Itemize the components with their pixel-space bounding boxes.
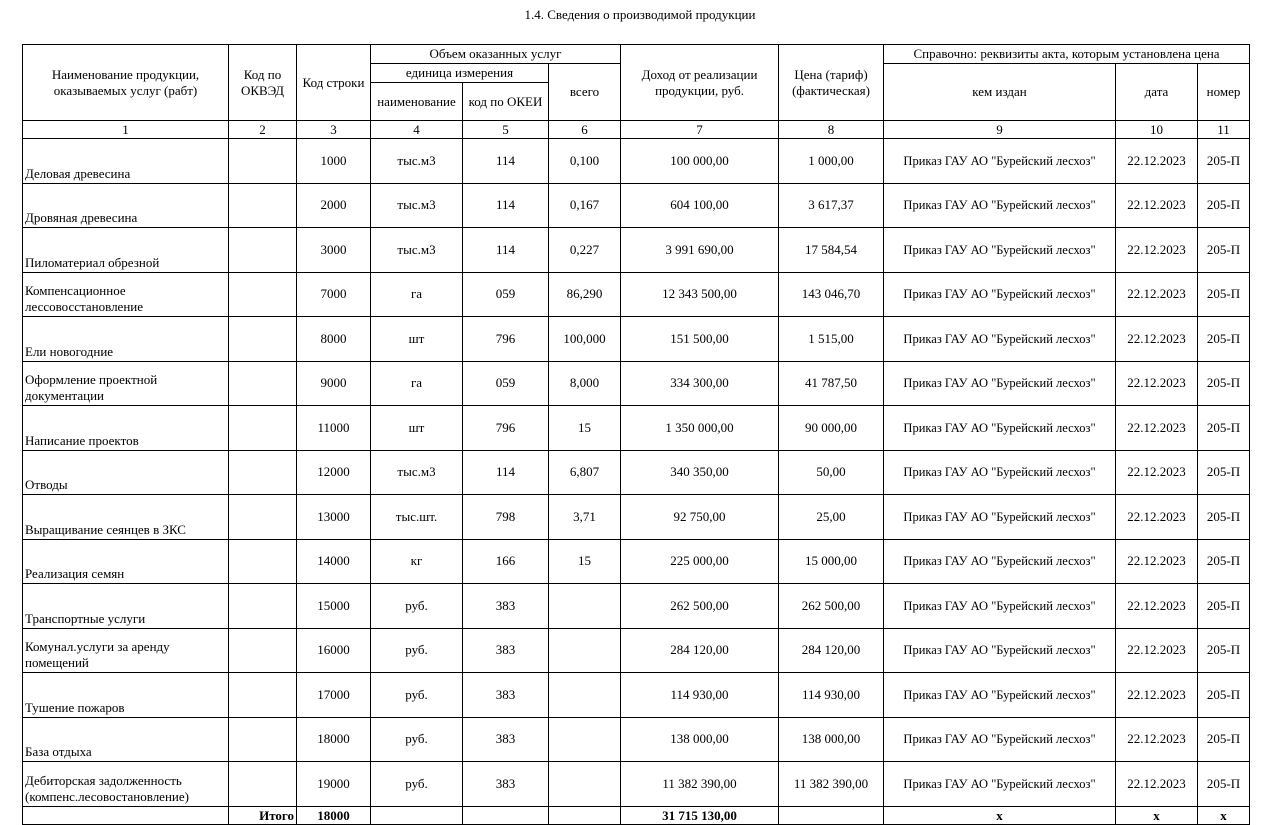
okei-code-cell: 114 [463, 228, 549, 273]
table-row [23, 361, 1250, 406]
number-cell: 205-П [1198, 673, 1250, 718]
header-total: всего [549, 64, 621, 121]
unit-name-cell: га [371, 272, 463, 317]
column-number: 7 [621, 121, 779, 139]
issued-by-cell: Приказ ГАУ АО "Бурейский лесхоз" [884, 317, 1116, 362]
header-row-code: Код строки [297, 45, 371, 121]
date-cell: 22.12.2023 [1116, 272, 1198, 317]
income-cell: 225 000,00 [621, 539, 779, 584]
date-cell: 22.12.2023 [1116, 450, 1198, 495]
number-cell: 205-П [1198, 539, 1250, 584]
okved-cell [229, 406, 297, 451]
table-row [23, 628, 1250, 673]
table-row [23, 228, 1250, 273]
column-number: 3 [297, 121, 371, 139]
row-code-cell: 15000 [297, 584, 371, 629]
income-cell: 284 120,00 [621, 628, 779, 673]
volume-total-cell [549, 762, 621, 807]
header-issued-by: кем издан [884, 64, 1116, 121]
volume-total-cell: 6,807 [549, 450, 621, 495]
row-code-cell: 7000 [297, 272, 371, 317]
column-number: 1 [23, 121, 229, 139]
income-cell: 1 350 000,00 [621, 406, 779, 451]
number-cell: 205-П [1198, 317, 1250, 362]
price-cell: 1 000,00 [779, 139, 884, 184]
page-title: 1.4. Сведения о производимой продукции [524, 7, 756, 22]
date-cell: 22.12.2023 [1116, 183, 1198, 228]
okved-cell [229, 450, 297, 495]
number-cell: 205-П [1198, 450, 1250, 495]
income-cell: 604 100,00 [621, 183, 779, 228]
income-cell: 340 350,00 [621, 450, 779, 495]
price-cell: 41 787,50 [779, 361, 884, 406]
number-cell: 205-П [1198, 717, 1250, 762]
number-cell: 205-П [1198, 361, 1250, 406]
unit-name-cell: кг [371, 539, 463, 584]
unit-name-cell: тыс.м3 [371, 183, 463, 228]
date-cell: 22.12.2023 [1116, 673, 1198, 718]
date-cell: 22.12.2023 [1116, 628, 1198, 673]
price-cell: 3 617,37 [779, 183, 884, 228]
issued-by-cell: Приказ ГАУ АО "Бурейский лесхоз" [884, 539, 1116, 584]
volume-total-cell [549, 673, 621, 718]
price-cell: 17 584,54 [779, 228, 884, 273]
okved-cell [229, 361, 297, 406]
number-cell: 205-П [1198, 228, 1250, 273]
volume-total-cell: 3,71 [549, 495, 621, 540]
total-empty-cell [371, 806, 463, 824]
table-row [23, 183, 1250, 228]
number-cell: 205-П [1198, 762, 1250, 807]
unit-name-cell: тыс.м3 [371, 139, 463, 184]
table-row [23, 317, 1250, 362]
price-cell: 262 500,00 [779, 584, 884, 629]
unit-name-cell: руб. [371, 762, 463, 807]
row-code-cell: 13000 [297, 495, 371, 540]
okved-cell [229, 139, 297, 184]
row-code-cell: 1000 [297, 139, 371, 184]
unit-name-cell: тыс.шт. [371, 495, 463, 540]
header-income: Доход от реализации продукции, руб. [621, 45, 779, 121]
row-code-cell: 19000 [297, 762, 371, 807]
column-number: 4 [371, 121, 463, 139]
product-name-cell: Оформление проектной документации [23, 361, 229, 406]
table-row [23, 539, 1250, 584]
table-row [23, 717, 1250, 762]
product-name-cell: Деловая древесина [23, 139, 229, 184]
okei-code-cell: 383 [463, 673, 549, 718]
product-name-cell: Компенсационное лесcовосстановление [23, 272, 229, 317]
income-cell: 3 991 690,00 [621, 228, 779, 273]
okved-cell [229, 673, 297, 718]
okved-cell [229, 762, 297, 807]
date-cell: 22.12.2023 [1116, 406, 1198, 451]
total-row-code: 18000 [297, 806, 371, 824]
income-cell: 334 300,00 [621, 361, 779, 406]
okei-code-cell: 059 [463, 272, 549, 317]
income-cell: 262 500,00 [621, 584, 779, 629]
issued-by-cell: Приказ ГАУ АО "Бурейский лесхоз" [884, 139, 1116, 184]
header-date: дата [1116, 64, 1198, 121]
product-name-cell: Тушение пожаров [23, 673, 229, 718]
okei-code-cell: 114 [463, 139, 549, 184]
issued-by-cell: Приказ ГАУ АО "Бурейский лесхоз" [884, 628, 1116, 673]
okei-code-cell: 383 [463, 628, 549, 673]
total-label: Итого [229, 806, 297, 824]
header-product-name: Наименование продукции, оказываемых услуг (рабт) [23, 45, 229, 121]
table-row [23, 139, 1250, 184]
column-number: 10 [1116, 121, 1198, 139]
product-name-cell: Отводы [23, 450, 229, 495]
date-cell: 22.12.2023 [1116, 762, 1198, 807]
unit-name-cell: тыс.м3 [371, 450, 463, 495]
volume-total-cell: 86,290 [549, 272, 621, 317]
unit-name-cell: шт [371, 406, 463, 451]
price-cell: 11 382 390,00 [779, 762, 884, 807]
date-cell: 22.12.2023 [1116, 584, 1198, 629]
date-cell: 22.12.2023 [1116, 539, 1198, 584]
okei-code-cell: 798 [463, 495, 549, 540]
total-date: x [1116, 806, 1198, 824]
header-price: Цена (тариф) (фактическая) [779, 45, 884, 121]
income-cell: 92 750,00 [621, 495, 779, 540]
okei-code-cell: 796 [463, 317, 549, 362]
issued-by-cell: Приказ ГАУ АО "Бурейский лесхоз" [884, 361, 1116, 406]
product-name-cell: Написание проектов [23, 406, 229, 451]
volume-total-cell: 0,100 [549, 139, 621, 184]
date-cell: 22.12.2023 [1116, 495, 1198, 540]
okved-cell [229, 228, 297, 273]
table-row [23, 584, 1250, 629]
header-unit: единица измерения [371, 64, 549, 83]
row-code-cell: 18000 [297, 717, 371, 762]
total-empty-cell [463, 806, 549, 824]
okei-code-cell: 796 [463, 406, 549, 451]
income-cell: 11 382 390,00 [621, 762, 779, 807]
total-empty-cell [23, 806, 229, 824]
product-name-cell: Дебиторская задолженность (компенс.лесовостановление) [23, 762, 229, 807]
unit-name-cell: руб. [371, 673, 463, 718]
date-cell: 22.12.2023 [1116, 361, 1198, 406]
income-cell: 12 343 500,00 [621, 272, 779, 317]
product-name-cell: Выращивание сеянцев в ЗКС [23, 495, 229, 540]
row-code-cell: 9000 [297, 361, 371, 406]
volume-total-cell: 15 [549, 539, 621, 584]
okei-code-cell: 383 [463, 762, 549, 807]
column-numbers-row [23, 121, 1250, 139]
okei-code-cell: 114 [463, 450, 549, 495]
column-number: 5 [463, 121, 549, 139]
unit-name-cell: га [371, 361, 463, 406]
total-income: 31 715 130,00 [621, 806, 779, 824]
total-issued-by: x [884, 806, 1116, 824]
number-cell: 205-П [1198, 584, 1250, 629]
number-cell: 205-П [1198, 272, 1250, 317]
number-cell: 205-П [1198, 139, 1250, 184]
issued-by-cell: Приказ ГАУ АО "Бурейский лесхоз" [884, 228, 1116, 273]
okei-code-cell: 383 [463, 584, 549, 629]
date-cell: 22.12.2023 [1116, 317, 1198, 362]
row-code-cell: 3000 [297, 228, 371, 273]
date-cell: 22.12.2023 [1116, 717, 1198, 762]
total-empty-cell [549, 806, 621, 824]
date-cell: 22.12.2023 [1116, 228, 1198, 273]
header-number: номер [1198, 64, 1250, 121]
row-code-cell: 8000 [297, 317, 371, 362]
okei-code-cell: 059 [463, 361, 549, 406]
volume-total-cell: 15 [549, 406, 621, 451]
total-number: x [1198, 806, 1250, 824]
unit-name-cell: тыс.м3 [371, 228, 463, 273]
header-reference: Справочно: реквизиты акта, которым установлена цена [884, 45, 1250, 64]
header-volume: Объем оказанных услуг [371, 45, 621, 64]
row-code-cell: 14000 [297, 539, 371, 584]
unit-name-cell: руб. [371, 584, 463, 629]
volume-total-cell [549, 717, 621, 762]
column-number: 8 [779, 121, 884, 139]
okved-cell [229, 628, 297, 673]
price-cell: 25,00 [779, 495, 884, 540]
volume-total-cell: 0,227 [549, 228, 621, 273]
volume-total-cell: 0,167 [549, 183, 621, 228]
total-empty-cell [779, 806, 884, 824]
table-row [23, 272, 1250, 317]
unit-name-cell: руб. [371, 717, 463, 762]
issued-by-cell: Приказ ГАУ АО "Бурейский лесхоз" [884, 762, 1116, 807]
column-number: 2 [229, 121, 297, 139]
price-cell: 15 000,00 [779, 539, 884, 584]
okei-code-cell: 166 [463, 539, 549, 584]
issued-by-cell: Приказ ГАУ АО "Бурейский лесхоз" [884, 406, 1116, 451]
issued-by-cell: Приказ ГАУ АО "Бурейский лесхоз" [884, 717, 1116, 762]
table-row [23, 762, 1250, 807]
okved-cell [229, 584, 297, 629]
product-name-cell: Дровяная древесина [23, 183, 229, 228]
number-cell: 205-П [1198, 628, 1250, 673]
column-number: 6 [549, 121, 621, 139]
table-row [23, 450, 1250, 495]
row-code-cell: 11000 [297, 406, 371, 451]
okei-code-cell: 114 [463, 183, 549, 228]
income-cell: 100 000,00 [621, 139, 779, 184]
price-cell: 114 930,00 [779, 673, 884, 718]
date-cell: 22.12.2023 [1116, 139, 1198, 184]
volume-total-cell [549, 584, 621, 629]
number-cell: 205-П [1198, 406, 1250, 451]
issued-by-cell: Приказ ГАУ АО "Бурейский лесхоз" [884, 495, 1116, 540]
price-cell: 284 120,00 [779, 628, 884, 673]
unit-name-cell: шт [371, 317, 463, 362]
unit-name-cell: руб. [371, 628, 463, 673]
row-code-cell: 2000 [297, 183, 371, 228]
issued-by-cell: Приказ ГАУ АО "Бурейский лесхоз" [884, 272, 1116, 317]
row-code-cell: 12000 [297, 450, 371, 495]
income-cell: 114 930,00 [621, 673, 779, 718]
price-cell: 50,00 [779, 450, 884, 495]
header-unit-name: наименование [371, 83, 463, 121]
price-cell: 1 515,00 [779, 317, 884, 362]
okved-cell [229, 539, 297, 584]
product-name-cell: Транспортные услуги [23, 584, 229, 629]
okved-cell [229, 183, 297, 228]
table-row [23, 673, 1250, 718]
number-cell: 205-П [1198, 183, 1250, 228]
table-row [23, 406, 1250, 451]
table-row [23, 495, 1250, 540]
products-table [22, 44, 1250, 825]
product-name-cell: Комунал.услуги за аренду помещений [23, 628, 229, 673]
issued-by-cell: Приказ ГАУ АО "Бурейский лесхоз" [884, 450, 1116, 495]
total-row [23, 806, 1250, 824]
product-name-cell: Пиломатериал обрезной [23, 228, 229, 273]
row-code-cell: 17000 [297, 673, 371, 718]
row-code-cell: 16000 [297, 628, 371, 673]
price-cell: 138 000,00 [779, 717, 884, 762]
okved-cell [229, 495, 297, 540]
issued-by-cell: Приказ ГАУ АО "Бурейский лесхоз" [884, 673, 1116, 718]
column-number: 9 [884, 121, 1116, 139]
okved-cell [229, 272, 297, 317]
price-cell: 90 000,00 [779, 406, 884, 451]
header-okei-code: код по ОКЕИ [463, 83, 549, 121]
product-name-cell: Реализация семян [23, 539, 229, 584]
okved-cell [229, 717, 297, 762]
okved-cell [229, 317, 297, 362]
price-cell: 143 046,70 [779, 272, 884, 317]
header-okved: Код по ОКВЭД [229, 45, 297, 121]
column-number: 11 [1198, 121, 1250, 139]
income-cell: 138 000,00 [621, 717, 779, 762]
volume-total-cell: 8,000 [549, 361, 621, 406]
okei-code-cell: 383 [463, 717, 549, 762]
issued-by-cell: Приказ ГАУ АО "Бурейский лесхоз" [884, 584, 1116, 629]
number-cell: 205-П [1198, 495, 1250, 540]
product-name-cell: Ели новогодние [23, 317, 229, 362]
volume-total-cell [549, 628, 621, 673]
issued-by-cell: Приказ ГАУ АО "Бурейский лесхоз" [884, 183, 1116, 228]
product-name-cell: База отдыха [23, 717, 229, 762]
volume-total-cell: 100,000 [549, 317, 621, 362]
income-cell: 151 500,00 [621, 317, 779, 362]
